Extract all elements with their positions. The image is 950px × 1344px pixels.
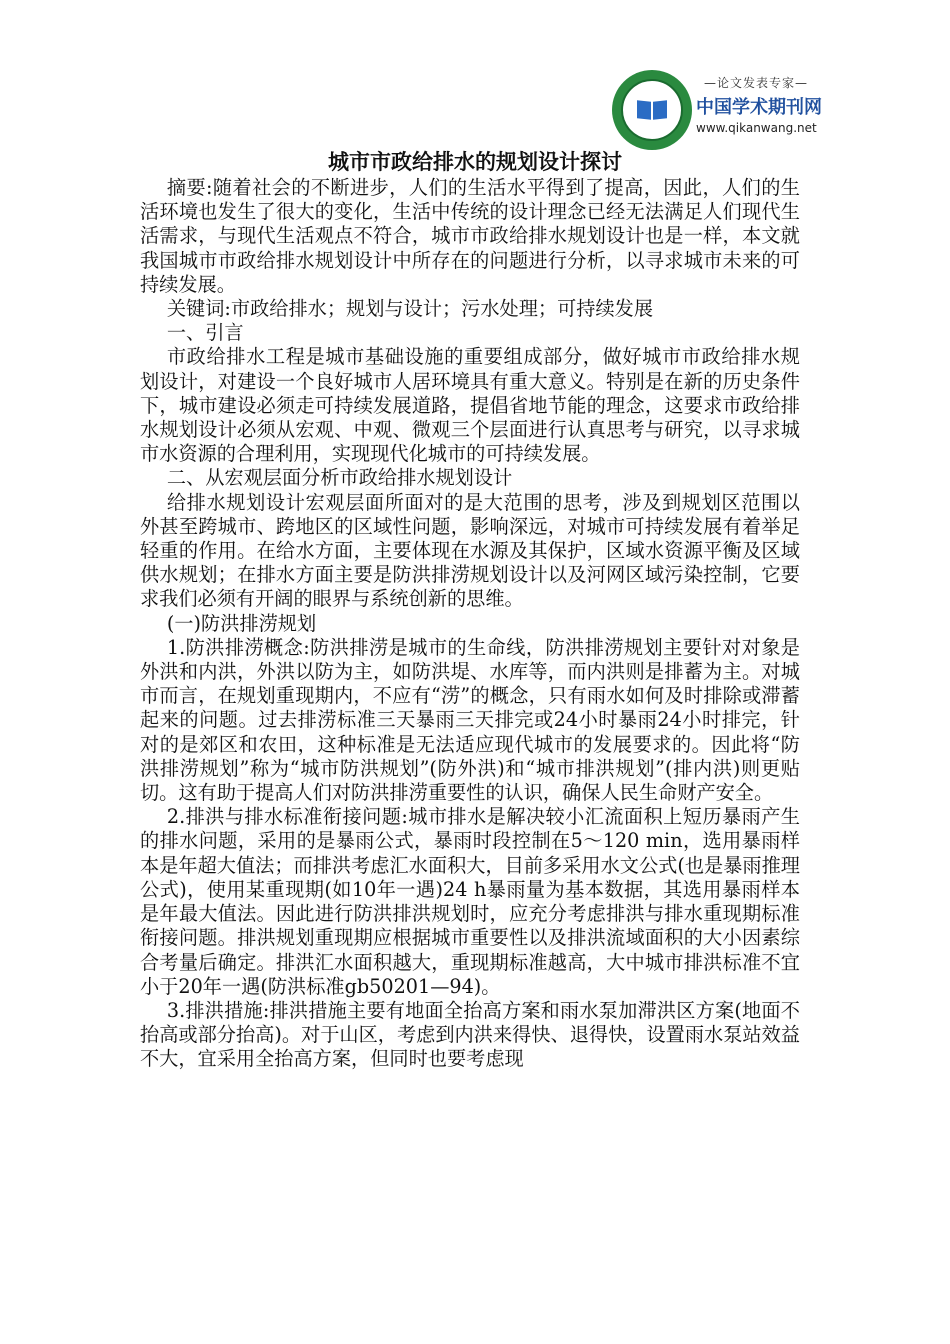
book-icon	[637, 99, 667, 121]
site-logo	[612, 70, 822, 150]
logo-site-url: www.qikanwang.net	[696, 121, 817, 135]
section-heading: 二、从宏观层面分析市政给排水规划设计	[166, 466, 513, 490]
section-heading: 一、引言	[166, 321, 244, 345]
document-title: 城市市政给排水的规划设计探讨	[328, 150, 622, 174]
body-paragraph: 1.防洪排涝概念:防洪排涝是城市的生命线，防洪排涝规划主要针对对象是外洪和内洪，外洪以防为主，如防洪堤、水库等，而内洪则是排蓄为主。对城市而言，在规划重现期内，不应有“涝”的概念，只有雨水如何及时排除或滞蓄起来的问题。过去排涝标准三天暴雨三天排完或24小时暴雨24小时排完，针对的是郊区和农田，这种标准是无法适应现代城市的发展要求的。因此将“防洪排涝规划”称为“城市防洪规划”(防外洪)和“城市排洪规划”(排内洪)则更贴切。这有助于提高人们对防洪排涝重要性的认识，确保人民生命财产安全。	[140, 635, 800, 805]
body-paragraph: 给排水规划设计宏观层面所面对的是大范围的思考，涉及到规划区范围以外甚至跨城市、跨地区的区域性问题，影响深远，对城市可持续发展有着举足轻重的作用。在给水方面，主要体现在水源及其保护，区域水资源平衡及区域供水规划；在排水方面主要是防洪排涝规划设计以及河网区域污染控制，它要求我们必须有开阔的眼界与系统创新的思维。	[140, 490, 800, 611]
logo-seal-icon	[612, 70, 692, 150]
body-paragraph: 3.排洪措施:排洪措施主要有地面全抬高方案和雨水泵加滞洪区方案(地面不抬高或部分抬高)。对于山区，考虑到内洪来得快、退得快，设置雨水泵站效益不大，宜采用全抬高方案，但同时也要考虑现	[140, 998, 800, 1071]
body-paragraph: 市政给排水工程是城市基础设施的重要组成部分，做好城市市政给排水规划设计，对建设一个良好城市人居环境具有重大意义。特别是在新的历史条件下，城市建设必须走可持续发展道路，提倡省地节能的理念，这要求市政给排水规划设计必须从宏观、中观、微观三个层面进行认真思考与研究，以寻求城市水资源的合理利用，实现现代化城市的可持续发展。	[140, 345, 800, 466]
logo-slogan: —论文发表专家—	[703, 76, 808, 90]
body-paragraph: 2.排洪与排水标准衔接问题:城市排水是解决较小汇流面积上短历暴雨产生的排水问题，采用的是暴雨公式，暴雨时段控制在5～120 min，选用暴雨样本是年超大值法；而排洪考虑汇水面积大，目前多采用水文公式(也是暴雨推理公式)，使用某重现期(如10年一遇)24 h暴雨量为基本数据，其选用暴雨样本是年最大值法。因此进行防洪排洪规划时，应充分考虑排洪与排水重现期标准衔接问题。排洪规划重现期应根据城市重要性以及排洪流域面积的大小因素综合考量后确定。排洪汇水面积越大，重现期标准越高，大中城市排洪标准不宜小于20年一遇(防洪标准gb50201—94)。	[140, 805, 800, 998]
abstract-paragraph: 摘要:随着社会的不断进步，人们的生活水平得到了提高，因此，人们的生活环境也发生了很大的变化，生活中传统的设计理念已经无法满足人们现代生活需求，与现代生活观点不符合，城市市政给排水规划设计也是一样，本文就我国城市市政给排水规划设计中所存在的问题进行分析，以寻求城市未来的可持续发展。	[140, 176, 800, 296]
subsection-heading: (一)防洪排涝规划	[166, 611, 317, 635]
keywords-paragraph: 关键词:市政给排水；规划与设计；污水处理；可持续发展	[166, 297, 654, 321]
document-body	[140, 176, 800, 1072]
logo-brand: 中国学术期刊网	[696, 97, 822, 118]
